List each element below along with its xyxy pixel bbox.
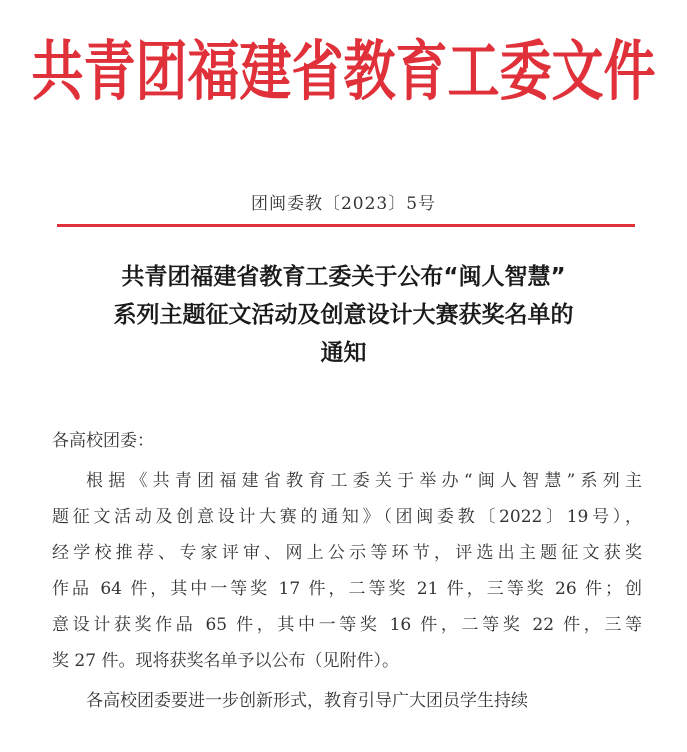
paragraph-line: 各高校团委要进一步创新形式，教育引导广大团员学生持续 [86, 691, 528, 711]
paragraph-line: 根据《共青团福建省教育工委关于举办“闽人智慧”系列主 [86, 471, 642, 491]
paragraph-line: 题征文活动及创意设计大赛的通知》（团闽委教〔2022〕19号）， [52, 507, 642, 527]
document-number: 团闽委教〔2023〕5号 [250, 194, 437, 214]
document-masthead: 共青团福建省教育工委文件 [31, 33, 656, 110]
title-line: 系列主题征文活动及创意设计大赛获奖名单的 [113, 302, 574, 328]
paragraph-line: 作品 64 件，其中一等奖 17 件，二等奖 21 件，三等奖 26 件；创 [52, 579, 642, 599]
paragraph-line: 意设计获奖作品 65 件，其中一等奖 16 件，二等奖 22 件，三等 [52, 615, 642, 635]
title-line: 共青团福建省教育工委关于公布“闽人智慧” [121, 264, 566, 290]
body-text [52, 463, 642, 719]
red-divider-line [57, 224, 635, 227]
paragraph-line: 奖 27 件。现将获奖名单予以公布（见附件）。 [52, 651, 399, 671]
salutation: 各高校团委： [52, 431, 154, 451]
document-title [40, 258, 647, 372]
paragraph-line: 经学校推荐、专家评审、网上公示等环节，评选出主题征文获奖 [52, 543, 642, 563]
title-line: 通知 [320, 340, 367, 366]
